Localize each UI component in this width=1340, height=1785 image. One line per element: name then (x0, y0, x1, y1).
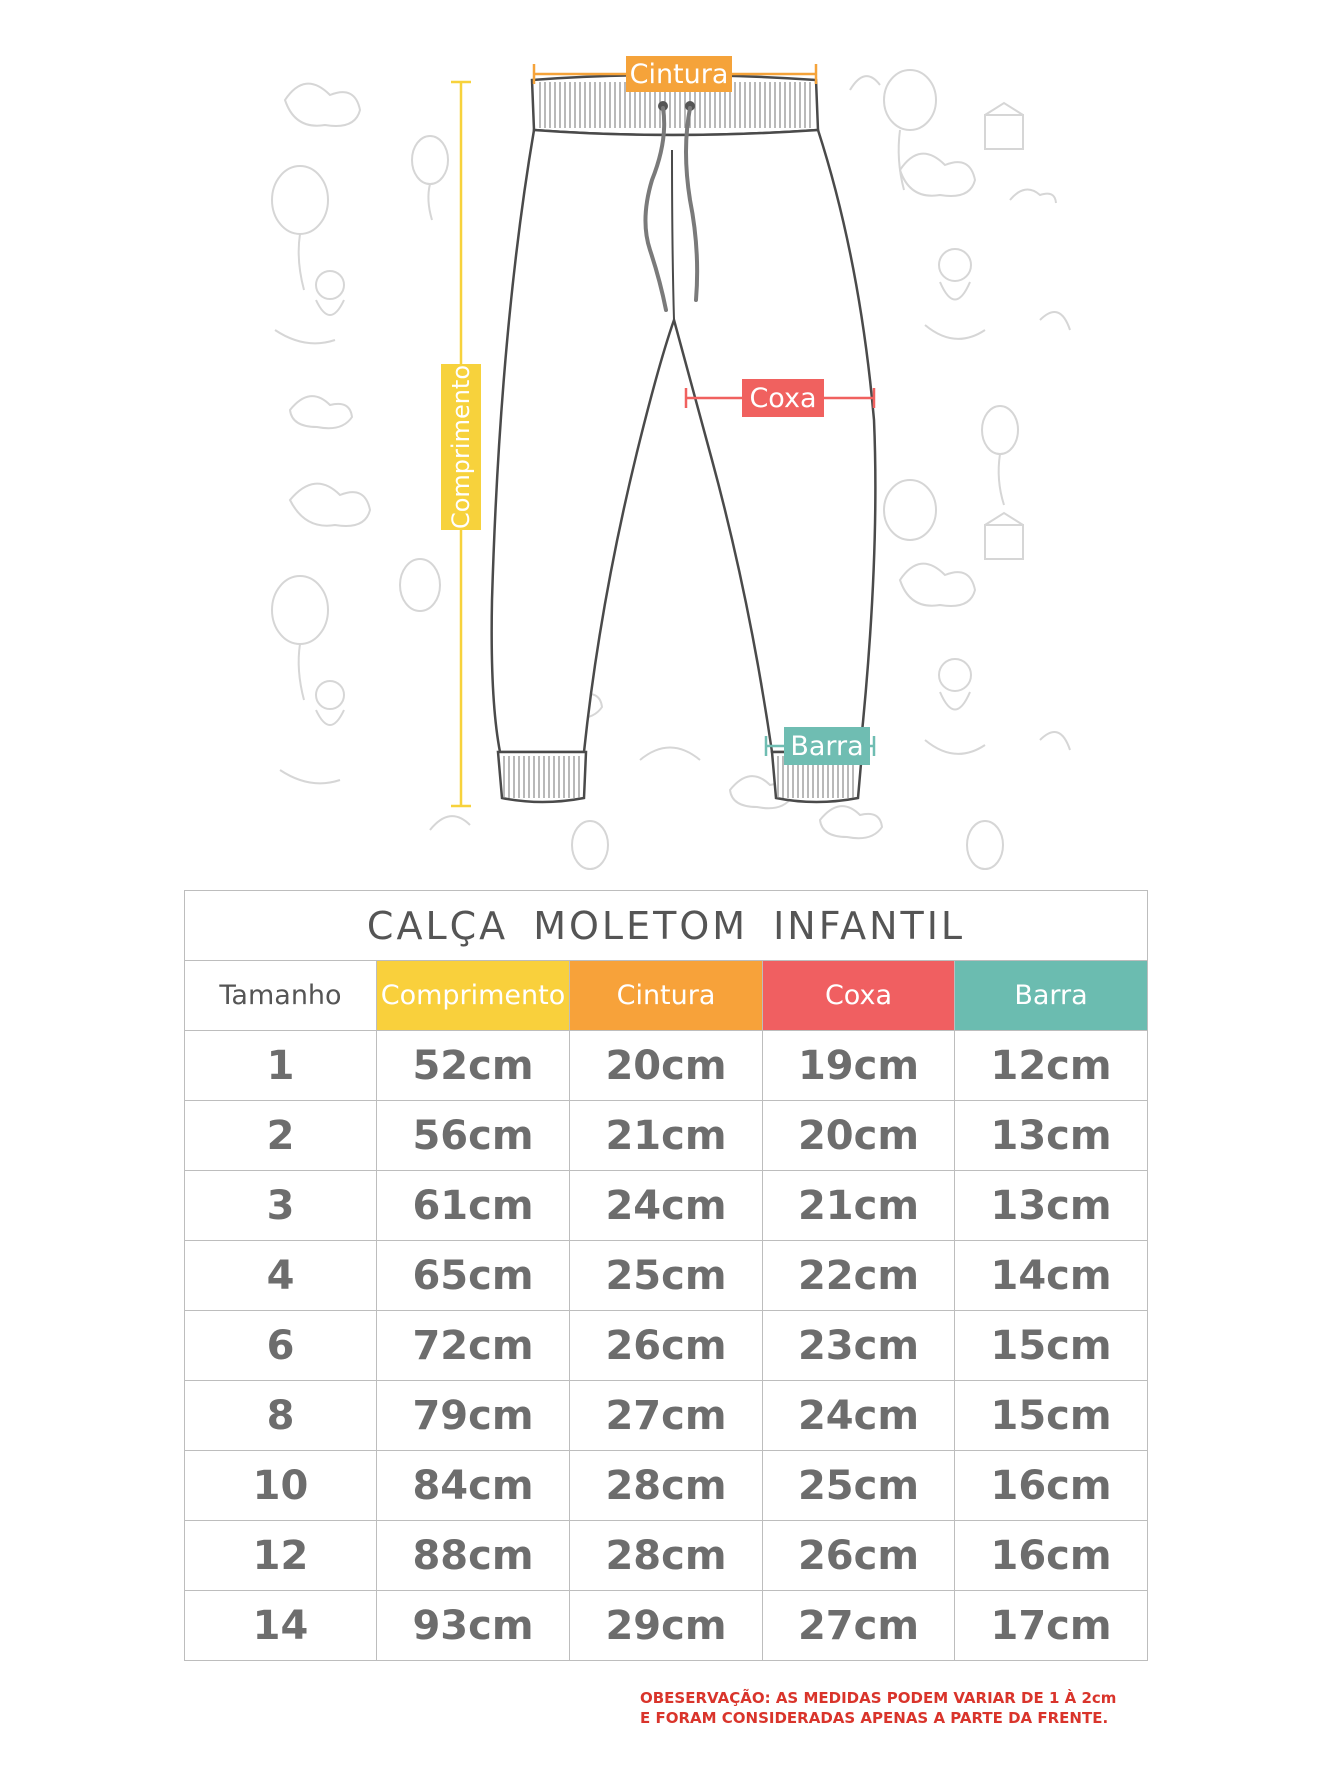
coxa-cell: 27cm (763, 1591, 955, 1661)
cintura-cell: 20cm (570, 1031, 763, 1101)
coxa-cell: 25cm (763, 1451, 955, 1521)
size-cell: 8 (185, 1381, 377, 1451)
barra-cell: 15cm (955, 1381, 1148, 1451)
comprimento-cell: 65cm (377, 1241, 570, 1311)
header-tamanho: Tamanho (185, 961, 377, 1031)
cintura-cell: 25cm (570, 1241, 763, 1311)
barra-cell: 16cm (955, 1521, 1148, 1591)
table-title: CALÇA MOLETOM INFANTIL (185, 891, 1148, 961)
size-cell: 2 (185, 1101, 377, 1171)
comprimento-cell: 84cm (377, 1451, 570, 1521)
size-cell: 1 (185, 1031, 377, 1101)
size-table (184, 890, 1148, 1661)
left-cuff (498, 752, 586, 802)
barra-cell: 13cm (955, 1171, 1148, 1241)
cintura-cell: 21cm (570, 1101, 763, 1171)
comprimento-cell: 88cm (377, 1521, 570, 1591)
coxa-cell: 21cm (763, 1171, 955, 1241)
size-cell: 10 (185, 1451, 377, 1521)
table-row (185, 1031, 1148, 1101)
barra-cell: 17cm (955, 1591, 1148, 1661)
comprimento-cell: 93cm (377, 1591, 570, 1661)
barra-cell: 13cm (955, 1101, 1148, 1171)
cintura-cell: 28cm (570, 1521, 763, 1591)
barra-cell: 12cm (955, 1031, 1148, 1101)
note-line-2: E FORAM CONSIDERADAS APENAS A PARTE DA FRENTE. (640, 1709, 1109, 1727)
size-cell: 14 (185, 1591, 377, 1661)
table-row (185, 1311, 1148, 1381)
size-cell: 4 (185, 1241, 377, 1311)
table-row (185, 1451, 1148, 1521)
coxa-cell: 26cm (763, 1521, 955, 1591)
comprimento-cell: 72cm (377, 1311, 570, 1381)
comprimento-label (441, 364, 481, 530)
table-row (185, 1381, 1148, 1451)
header-comprimento: Comprimento (377, 961, 570, 1031)
header-cintura: Cintura (570, 961, 763, 1031)
header-barra: Barra (955, 961, 1148, 1031)
barra-cell: 15cm (955, 1311, 1148, 1381)
note-line-1: OBESERVAÇÃO: AS MEDIDAS PODEM VARIAR DE 1 À 2cm (640, 1689, 1117, 1707)
barra-label: Barra (784, 727, 870, 765)
coxa-cell: 19cm (763, 1031, 955, 1101)
size-cell: 12 (185, 1521, 377, 1591)
size-cell: 6 (185, 1311, 377, 1381)
pants-diagram (0, 0, 1340, 890)
cintura-cell: 29cm (570, 1591, 763, 1661)
barra-cell: 16cm (955, 1451, 1148, 1521)
measurement-note (640, 1688, 1150, 1728)
table-title-row (185, 891, 1148, 961)
cintura-cell: 24cm (570, 1171, 763, 1241)
coxa-label: Coxa (742, 379, 824, 417)
cintura-cell: 27cm (570, 1381, 763, 1451)
table-header-row (185, 961, 1148, 1031)
cintura-label: Cintura (626, 56, 732, 92)
cintura-cell: 26cm (570, 1311, 763, 1381)
comprimento-cell: 56cm (377, 1101, 570, 1171)
coxa-cell: 22cm (763, 1241, 955, 1311)
header-coxa: Coxa (763, 961, 955, 1031)
coxa-cell: 24cm (763, 1381, 955, 1451)
size-cell: 3 (185, 1171, 377, 1241)
table-row (185, 1591, 1148, 1661)
comprimento-cell: 61cm (377, 1171, 570, 1241)
coxa-cell: 20cm (763, 1101, 955, 1171)
pants-outline (492, 130, 876, 752)
barra-cell: 14cm (955, 1241, 1148, 1311)
cintura-cell: 28cm (570, 1451, 763, 1521)
table-row (185, 1521, 1148, 1591)
table-row (185, 1241, 1148, 1311)
comprimento-label-text: Comprimento (447, 364, 476, 530)
comprimento-cell: 79cm (377, 1381, 570, 1451)
coxa-cell: 23cm (763, 1311, 955, 1381)
pants-illustration (0, 0, 1340, 890)
table-row (185, 1171, 1148, 1241)
comprimento-cell: 52cm (377, 1031, 570, 1101)
table-row (185, 1101, 1148, 1171)
